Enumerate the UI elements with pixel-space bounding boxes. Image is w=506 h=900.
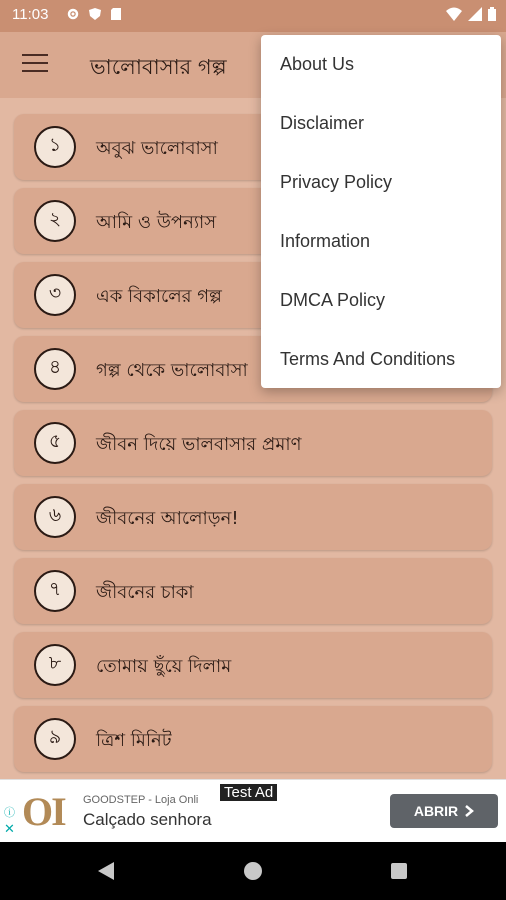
- story-card[interactable]: [14, 558, 492, 624]
- ad-close-icon[interactable]: ✕: [4, 822, 15, 837]
- status-time: 11:03: [12, 6, 49, 23]
- story-title: অবুঝ ভালোবাসা: [96, 138, 218, 159]
- home-icon[interactable]: [244, 862, 262, 880]
- story-number: ৭: [34, 570, 76, 612]
- menu-item-privacy-policy[interactable]: Privacy Policy: [280, 172, 393, 192]
- story-title: তোমায় ছুঁয়ে দিলাম: [96, 656, 232, 677]
- settings-icon: [66, 7, 80, 21]
- story-number: ৯: [34, 718, 76, 760]
- story-card[interactable]: [14, 706, 492, 772]
- chevron-right-icon: [464, 805, 474, 817]
- story-title: এক বিকালের গল্প: [96, 286, 222, 307]
- sd-card-icon: [110, 7, 122, 21]
- menu-hamburger-icon[interactable]: [22, 54, 48, 74]
- story-number: ৫: [34, 422, 76, 464]
- wifi-icon: [446, 7, 462, 21]
- status-icons-right: [446, 7, 496, 21]
- story-title: জীবনের আলোড়ন!: [96, 508, 239, 529]
- system-nav-bar: [0, 842, 506, 900]
- status-icons-left: [66, 7, 122, 21]
- menu-item-disclaimer[interactable]: Disclaimer: [280, 113, 365, 133]
- menu-item-dmca-policy[interactable]: DMCA Policy: [280, 290, 386, 310]
- story-card[interactable]: [14, 410, 492, 476]
- battery-icon: [488, 7, 496, 21]
- story-number: ৪: [34, 348, 76, 390]
- story-title: আমি ও উপন্যাস: [96, 212, 217, 233]
- app-title: ভালোবাসার গল্প: [90, 55, 227, 79]
- story-card[interactable]: [14, 632, 492, 698]
- story-title: ত্রিশ মিনিট: [96, 730, 172, 751]
- ad-logo: OI: [22, 789, 65, 834]
- ad-open-label: ABRIR: [413, 803, 459, 819]
- story-number: ২: [34, 200, 76, 242]
- story-title: জীবনের চাকা: [96, 582, 194, 603]
- overflow-menu: [261, 35, 501, 388]
- ad-info-icon[interactable]: ⓘ: [4, 806, 15, 819]
- story-number: ৬: [34, 496, 76, 538]
- ad-banner[interactable]: [0, 779, 506, 843]
- ad-headline: Calçado senhora: [83, 810, 212, 829]
- ad-advertiser: GOODSTEP - Loja Onli: [83, 794, 199, 806]
- story-number: ১: [34, 126, 76, 168]
- menu-item-information[interactable]: Information: [280, 231, 371, 251]
- shield-icon: [88, 7, 102, 21]
- story-number: ৩: [34, 274, 76, 316]
- story-number: ৮: [34, 644, 76, 686]
- story-card[interactable]: [14, 484, 492, 550]
- story-title: জীবন দিয়ে ভালবাসার প্রমাণ: [96, 434, 302, 455]
- back-icon[interactable]: [98, 862, 114, 880]
- signal-icon: [468, 7, 482, 21]
- menu-item-about-us[interactable]: About Us: [280, 54, 355, 74]
- recents-icon[interactable]: [391, 863, 407, 879]
- status-bar: [0, 0, 506, 32]
- story-title: গল্প থেকে ভালোবাসা: [96, 360, 248, 381]
- menu-item-terms-and-conditions[interactable]: Terms And Conditions: [280, 349, 456, 369]
- ad-open-button[interactable]: [390, 794, 498, 828]
- ad-test-tag: Test Ad: [220, 784, 277, 801]
